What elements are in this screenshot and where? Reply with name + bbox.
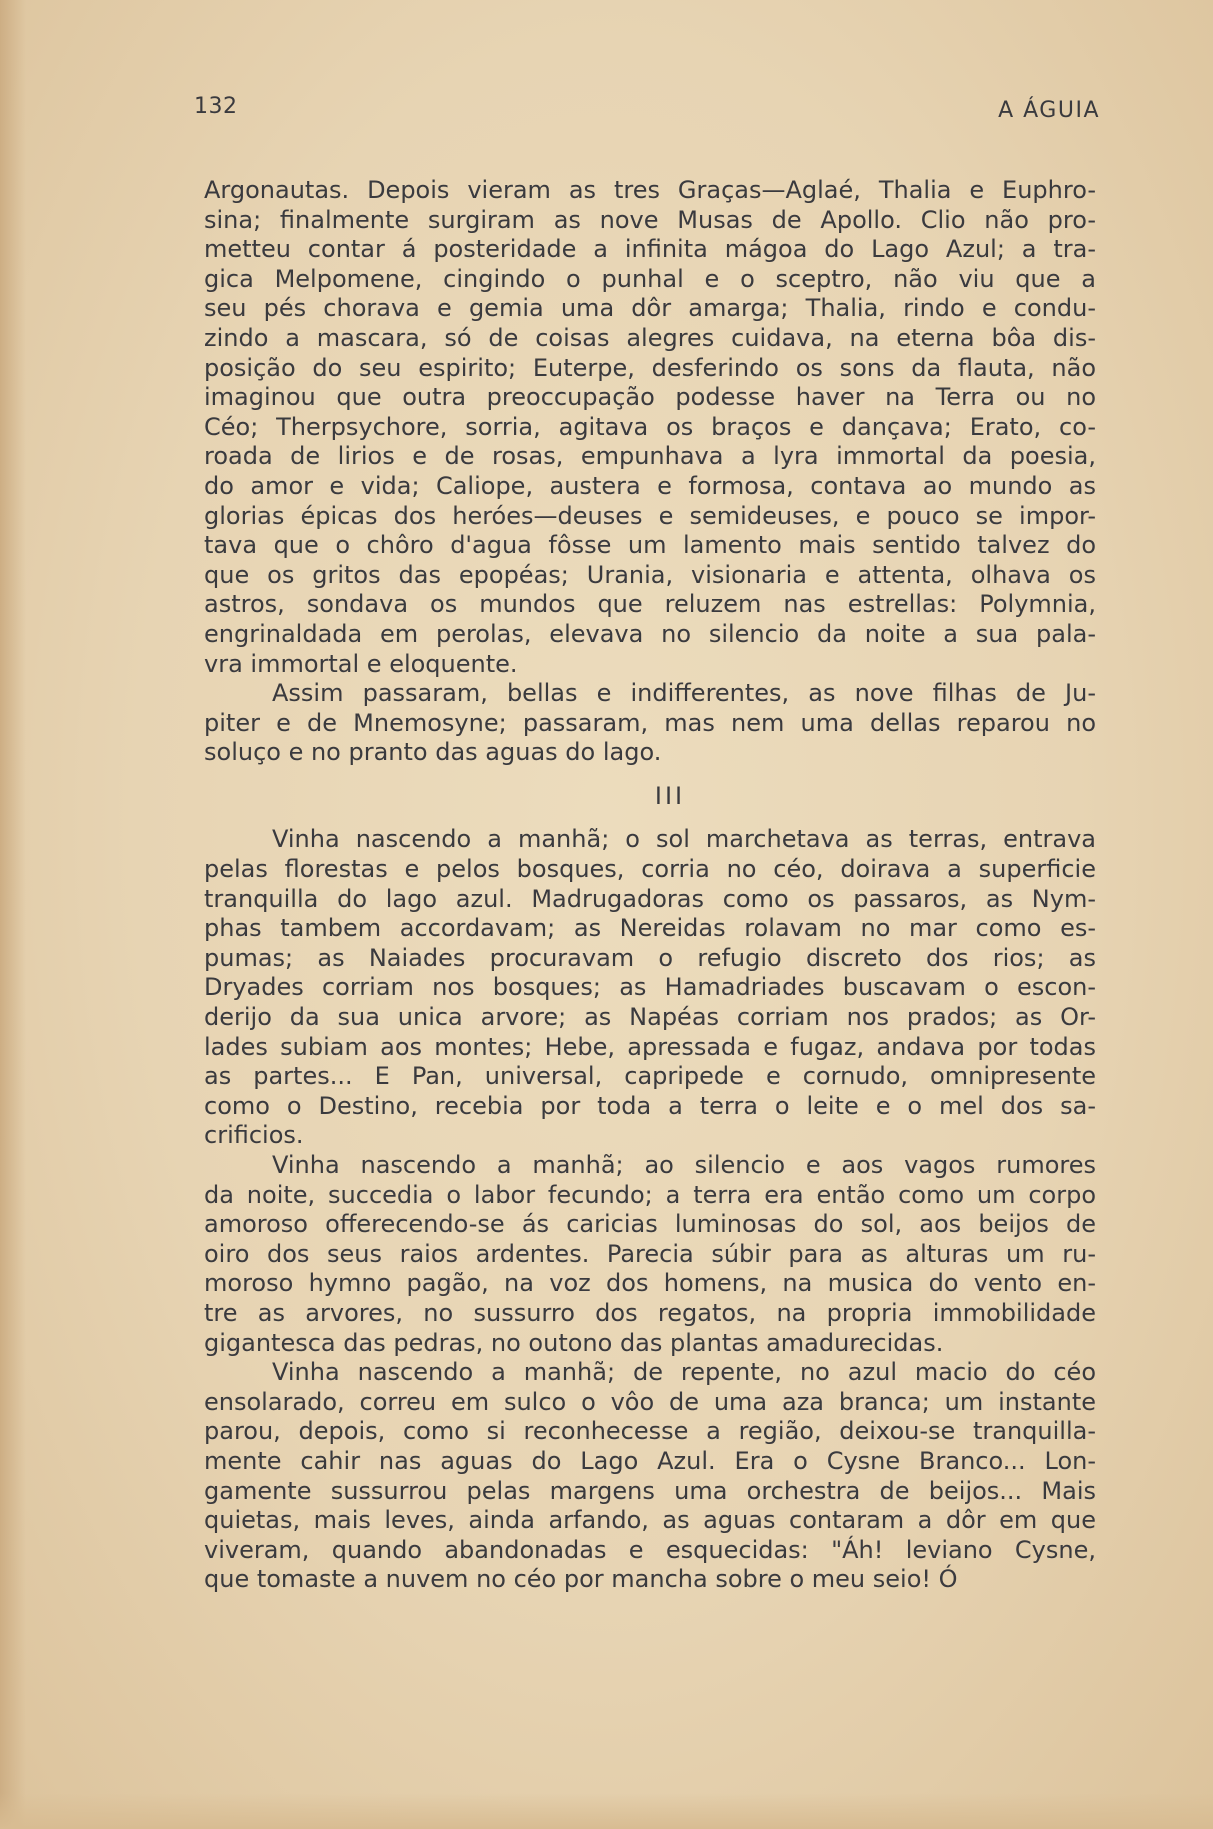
text-line: Argonautas. Depois vieram as tres Graças—Aglaé, Thalia e Euphro- xyxy=(204,176,1096,204)
text-line: as partes... E Pan, universal, capripede e cornudo, omnipresente xyxy=(204,1062,1096,1091)
text-line: piter e de Mnemosyne; passaram, mas nem uma dellas reparou no xyxy=(204,708,1096,737)
text-line: imaginou que outra preoccupação podesse haver na Terra ou no xyxy=(204,383,1096,412)
text-line: pumas; as Naiades procuravam o refugio discreto dos rios; as xyxy=(204,943,1096,972)
text-line: oiro dos seus raios ardentes. Parecia súbir para as alturas um ru- xyxy=(204,1239,1096,1268)
section-three xyxy=(204,825,1096,1594)
text-line: mente cahir nas aguas do Lago Azul. Era o Cysne Branco... Lon- xyxy=(204,1446,1096,1475)
paragraph xyxy=(204,679,1096,768)
text-line: astros, sondava os mundos que reluzem nas estrellas: Polymnia, xyxy=(204,590,1096,619)
text-line: engrinaldada em perolas, elevava no silencio da noite a sua pala- xyxy=(204,619,1096,648)
text-line: sina; finalmente surgiram as nove Musas de Apollo. Clio não pro- xyxy=(204,205,1096,234)
text-line: parou, depois, como si reconhecesse a região, deixou-se tranquilla- xyxy=(204,1417,1096,1446)
text-line: derijo da sua unica arvore; as Napéas corriam nos prados; as Or- xyxy=(204,1003,1096,1032)
section-two-ending xyxy=(204,176,1096,768)
running-head xyxy=(194,90,1100,130)
text-line: lades subiam aos montes; Hebe, apressada e fugaz, andava por todas xyxy=(204,1032,1096,1061)
text-line: zindo a mascara, só de coisas alegres cuidava, na eterna bôa dis- xyxy=(204,323,1096,352)
text-line: vra immortal e eloquente. xyxy=(204,649,518,678)
text-line: glorias épicas dos heróes—deuses e semideuses, e pouco se impor- xyxy=(204,501,1096,530)
text-line: posição do seu espirito; Euterpe, desferindo os sons da flauta, não xyxy=(204,353,1096,382)
text-line: seu pés chorava e gemia uma dôr amarga; Thalia, rindo e condu- xyxy=(204,294,1096,323)
text-line: Céo; Therpsychore, sorria, agitava os braços e dançava; Erato, co- xyxy=(204,412,1096,441)
text-line: viveram, quando abandonadas e esquecidas: "Áh! leviano Cysne, xyxy=(204,1535,1096,1564)
text-line: tre as arvores, no sussurro dos regatos, na propria immobilidade xyxy=(204,1298,1096,1327)
text-line: gamente sussurrou pelas margens uma orchestra de beijos... Mais xyxy=(204,1476,1096,1505)
text-line: ensolarado, correu em sulco o vôo de uma aza branca; um instante xyxy=(204,1387,1096,1416)
paragraph xyxy=(204,1151,1096,1358)
text-line: moroso hymno pagão, na voz dos homens, na musica do vento en- xyxy=(204,1269,1096,1298)
text-line: Vinha nascendo a manhã; ao silencio e aos vagos rumores xyxy=(272,1151,1096,1179)
paragraph xyxy=(204,1358,1096,1595)
text-line: tava que o chôro d'agua fôsse um lamento mais sentido talvez do xyxy=(204,531,1096,560)
text-line: phas tambem accordavam; as Nereidas rolavam no mar como es- xyxy=(204,914,1096,943)
text-line: quietas, mais leves, ainda arfando, as aguas contaram a dôr em que xyxy=(204,1506,1096,1535)
paragraph xyxy=(204,176,1096,679)
section-heading: III xyxy=(654,781,686,810)
text-line: soluço e no pranto das aguas do lago. xyxy=(204,738,662,767)
text-line: Vinha nascendo a manhã; de repente, no azul macio do céo xyxy=(272,1358,1096,1387)
text-line: como o Destino, recebia por toda a terra o leite e o mel dos sa- xyxy=(204,1091,1096,1120)
paragraph xyxy=(204,825,1096,1151)
text-line: tranquilla do lago azul. Madrugadoras como os passaros, as Nym- xyxy=(204,884,1096,913)
body-text xyxy=(204,176,1096,1595)
text-line: amoroso offerecendo-se ás caricias luminosas do sol, aos beijos de xyxy=(204,1210,1096,1239)
text-line: pelas florestas e pelos bosques, corria no céo, doirava a superficie xyxy=(204,855,1096,884)
text-line: metteu contar á posteridade a infinita mágoa do Lago Azul; a tra- xyxy=(204,235,1096,264)
text-line: que tomaste a nuvem no céo por mancha sobre o meu seio! Ó xyxy=(204,1565,958,1594)
text-line: da noite, succedia o labor fecundo; a terra era então como um corpo xyxy=(204,1180,1096,1209)
journal-title: A ÁGUIA xyxy=(998,98,1100,123)
text-line: que os gritos das epopéas; Urania, visionaria e attenta, olhava os xyxy=(204,560,1096,589)
page-number: 132 xyxy=(194,94,238,119)
text-line: Dryades corriam nos bosques; as Hamadriades buscavam o escon- xyxy=(204,973,1096,1002)
text-line: crificios. xyxy=(204,1121,304,1150)
text-line: do amor e vida; Caliope, austera e formosa, contava ao mundo as xyxy=(204,471,1096,500)
text-line: Vinha nascendo a manhã; o sol marchetava as terras, entrava xyxy=(272,825,1096,854)
text-line: Assim passaram, bellas e indifferentes, as nove filhas de Ju- xyxy=(272,679,1096,708)
text-line: gigantesca das pedras, no outono das plantas amadurecidas. xyxy=(204,1328,944,1357)
text-line: gica Melpomene, cingindo o punhal e o sceptro, não viu que a xyxy=(204,264,1096,293)
text-line: roada de lirios e de rosas, empunhava a lyra immortal da poesia, xyxy=(204,442,1096,471)
